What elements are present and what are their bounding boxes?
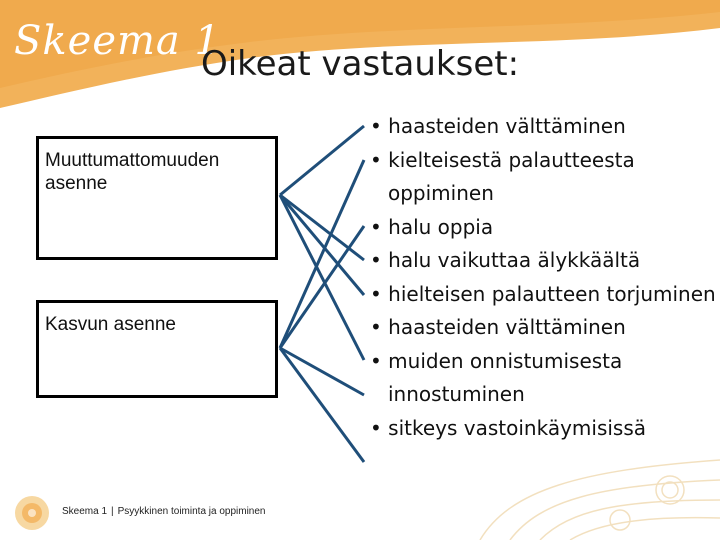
- answer-item: • halu vaikuttaa älykkäältä: [370, 248, 641, 272]
- growth-mindset-box: Kasvun asenne: [36, 300, 278, 398]
- answer-item: • haasteiden välttäminen: [370, 114, 626, 138]
- slide-title: Oikeat vastaukset:: [200, 44, 520, 84]
- bullet: •: [370, 248, 382, 272]
- sun-emblem-icon: [12, 493, 52, 533]
- connector-line: [280, 160, 364, 348]
- connector-line: [280, 348, 364, 462]
- connector-line: [280, 195, 364, 260]
- answer-item: • halu oppia: [370, 214, 494, 239]
- answer-list: [366, 110, 718, 445]
- connector-line: [280, 348, 364, 395]
- answer-item: • hielteisen palautteen torjuminen: [370, 281, 716, 306]
- answer-item: • muiden onnistumisesta innostuminen: [370, 348, 623, 406]
- bullet: •: [370, 415, 382, 440]
- fixed-mindset-box: Muuttumattomuuden asenne: [36, 136, 278, 260]
- bullet: •: [370, 348, 382, 373]
- answer-item: • kielteisestä palautteesta oppiminen: [370, 147, 635, 205]
- skeema-logo: Skeema 1: [14, 18, 221, 64]
- answer-item: • sitkeys vastoinkäymisissä: [370, 415, 647, 440]
- bullet: •: [370, 114, 382, 138]
- bullet: •: [370, 315, 382, 339]
- answer-item: • haasteiden välttäminen: [370, 315, 626, 339]
- decorative-pattern: [420, 430, 720, 540]
- footer-text: Skeema 1 | Psyykkinen toiminta ja oppiminen: [62, 506, 266, 517]
- bullet: •: [370, 214, 382, 239]
- connector-line: [280, 195, 364, 360]
- bullet: •: [370, 147, 382, 172]
- bullet: •: [370, 281, 382, 306]
